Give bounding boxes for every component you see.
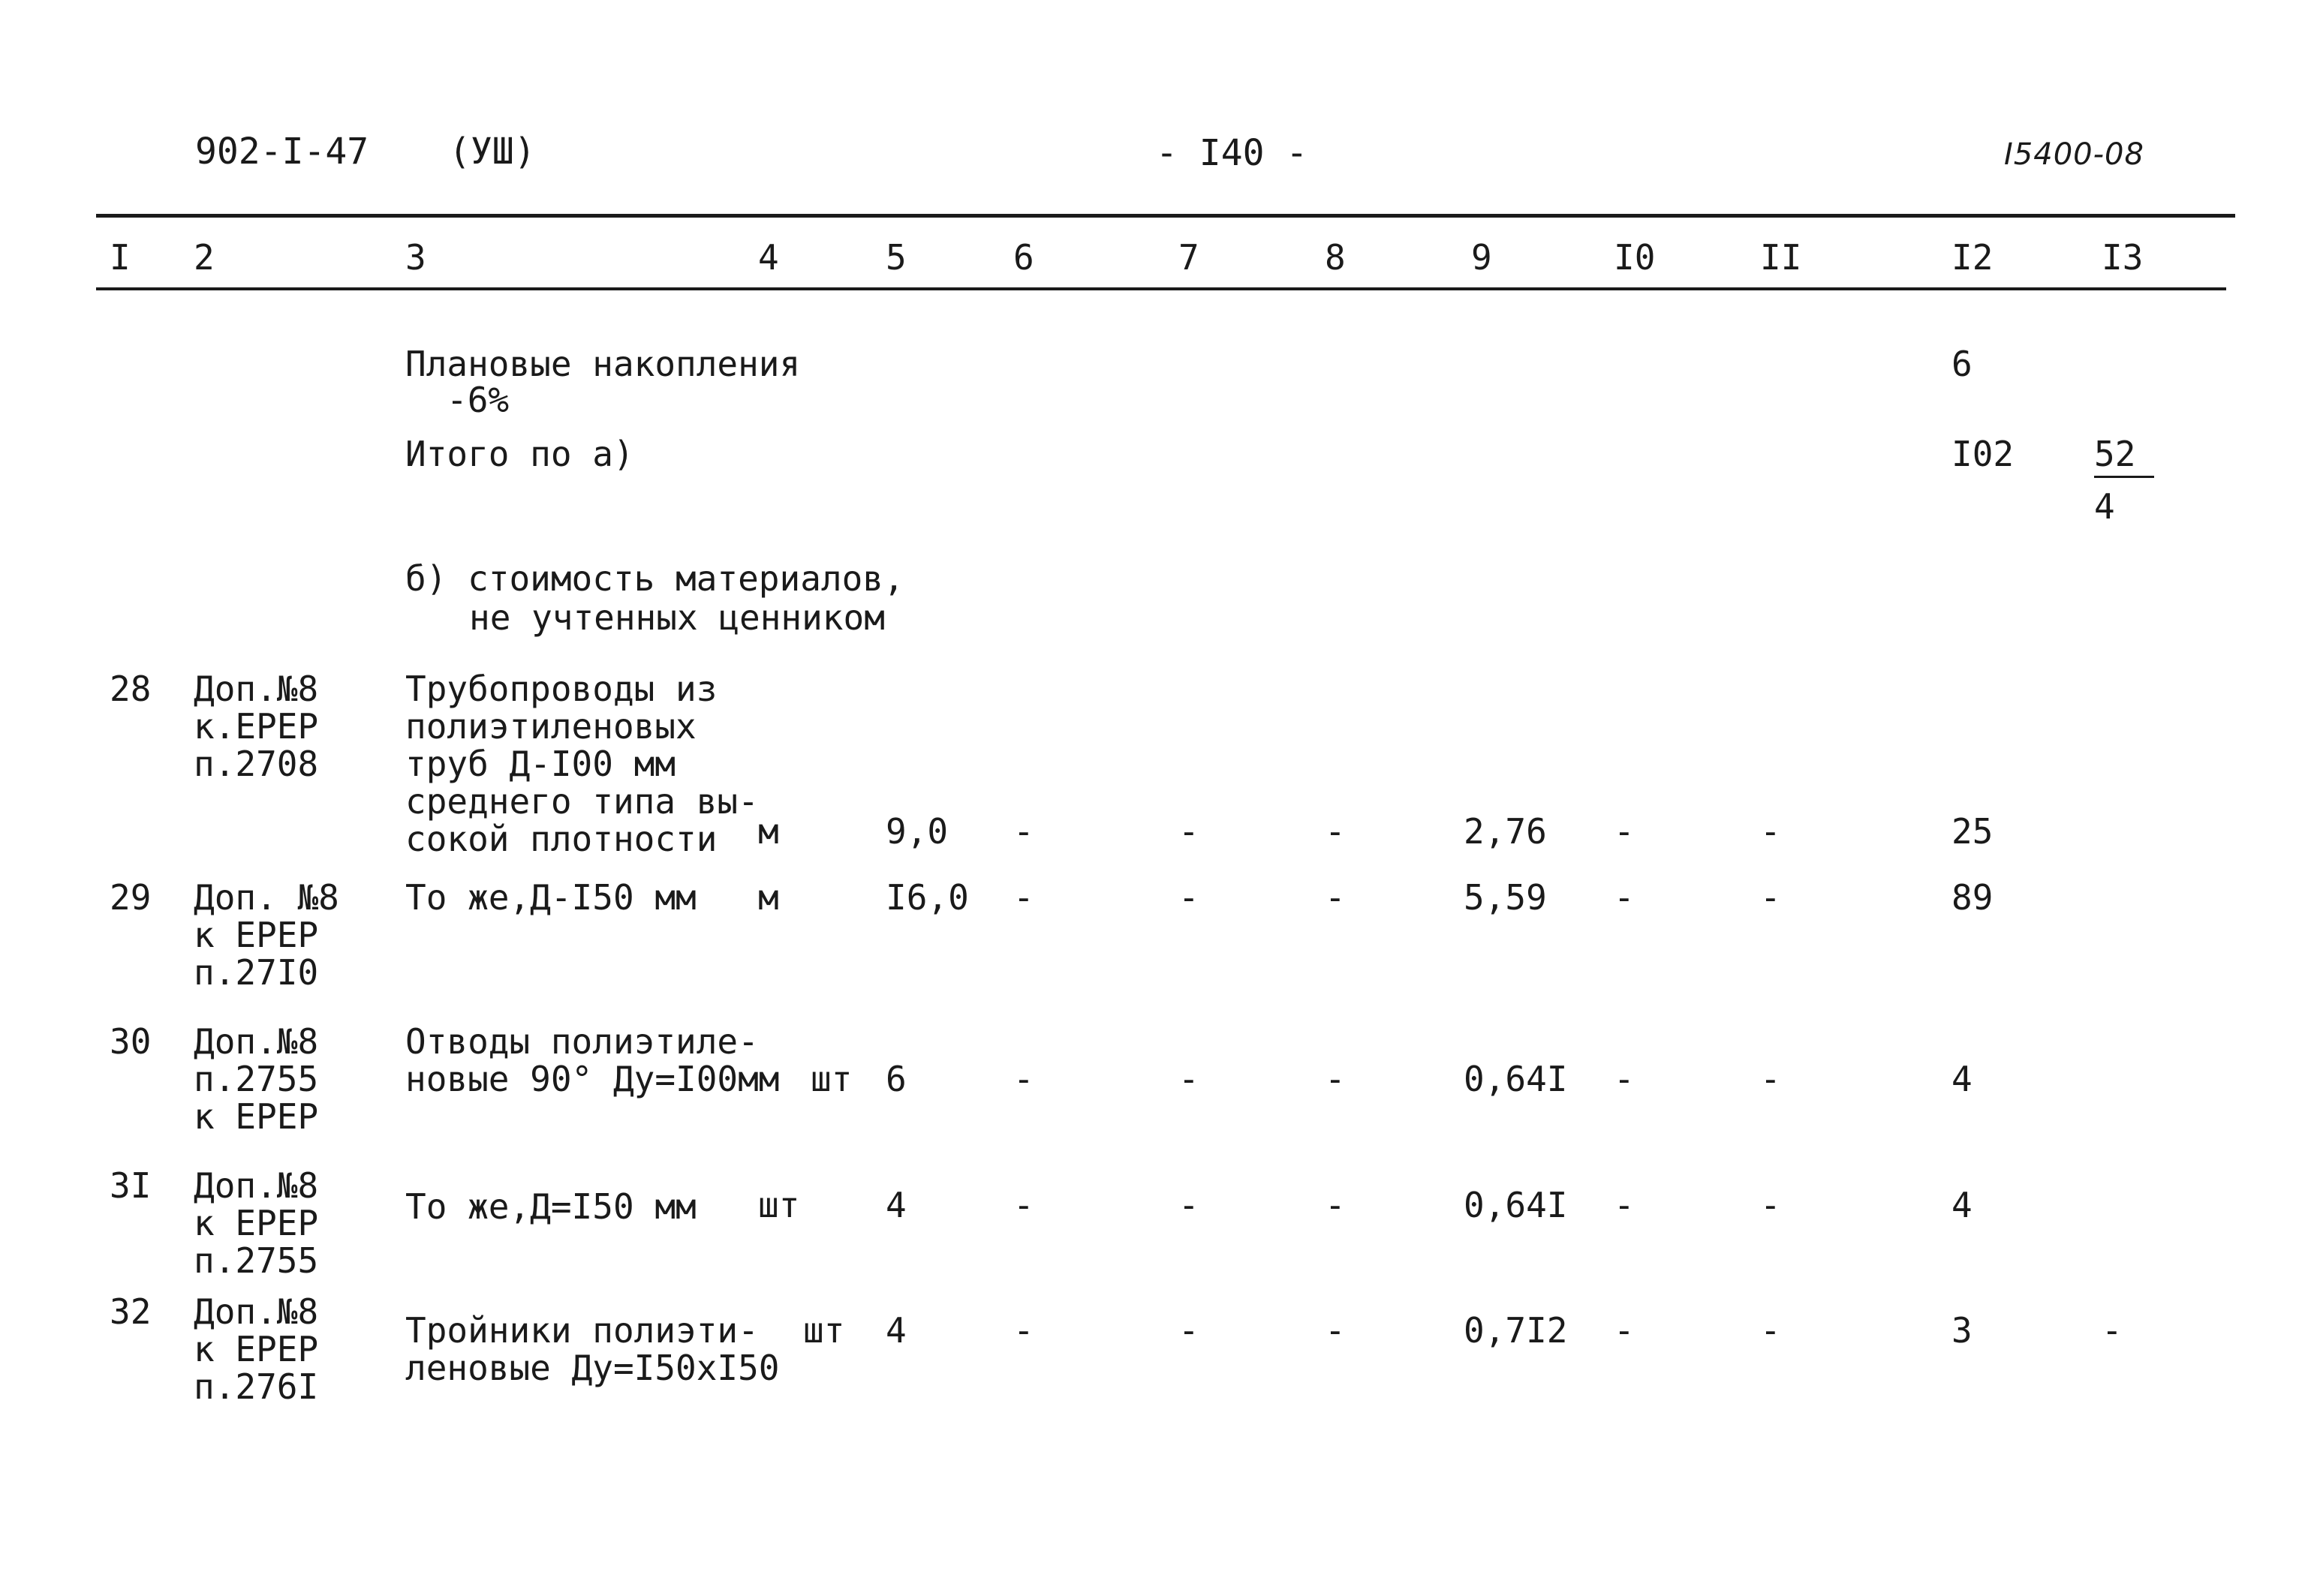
column-number: 5 xyxy=(886,237,907,278)
planned-savings-value: 6 xyxy=(1951,344,1972,384)
row-unit-price: 0,7I2 xyxy=(1464,1310,1568,1351)
section-label: (УШ) xyxy=(449,131,536,173)
total-value: I02 xyxy=(1951,434,2015,474)
archive-number: I5400-08 xyxy=(2004,137,2144,172)
total-label: Итого по а) xyxy=(405,434,634,474)
row-col7: - xyxy=(1178,877,1199,918)
column-number: I0 xyxy=(1614,237,1656,278)
row-col13: - xyxy=(2102,1310,2123,1351)
row-col8: - xyxy=(1325,1185,1346,1225)
row-unit: шт xyxy=(803,1310,845,1351)
row-quantity: 4 xyxy=(886,1185,907,1225)
page-number: - I40 - xyxy=(1156,132,1308,174)
row-unit: шт xyxy=(758,1185,800,1225)
row-unit: м xyxy=(758,811,779,852)
row-col11: - xyxy=(1760,1310,1781,1351)
row-col10: - xyxy=(1614,1310,1635,1351)
column-number: I2 xyxy=(1951,237,1994,278)
row-quantity: 6 xyxy=(886,1059,907,1099)
row-unit-price: 0,64I xyxy=(1464,1059,1568,1099)
row-description: Трубопроводы из полиэтиленовых труб Д-I00 мм среднего типа вы- сокой плотности xyxy=(405,669,759,859)
row-col11: - xyxy=(1760,877,1781,918)
row-col6: - xyxy=(1013,1059,1034,1099)
column-number: I3 xyxy=(2102,237,2144,278)
column-number: 7 xyxy=(1178,237,1199,278)
row-col8: - xyxy=(1325,1059,1346,1099)
column-number: 9 xyxy=(1471,237,1492,278)
row-quantity: 4 xyxy=(886,1310,907,1351)
column-header-rule xyxy=(96,287,2226,290)
row-col6: - xyxy=(1013,877,1034,918)
row-col7: - xyxy=(1178,1185,1199,1225)
row-col8: - xyxy=(1325,1310,1346,1351)
row-col6: - xyxy=(1013,811,1034,852)
row-description: Отводы полиэтиле- новые 90° Ду=I00мм xyxy=(405,1021,780,1099)
column-number: 4 xyxy=(758,237,779,278)
column-number: 3 xyxy=(405,237,426,278)
row-quantity: 9,0 xyxy=(886,811,949,852)
row-col8: - xyxy=(1325,811,1346,852)
row-total: 3 xyxy=(1951,1310,1972,1351)
row-reference: Доп.№8 к.ЕРЕР п.2708 xyxy=(194,669,319,784)
row-number: 3I xyxy=(110,1165,152,1206)
row-unit-price: 0,64I xyxy=(1464,1185,1568,1225)
row-col10: - xyxy=(1614,877,1635,918)
row-description: То же,Д-I50 мм xyxy=(405,877,697,918)
column-number: 6 xyxy=(1013,237,1034,278)
row-total: 25 xyxy=(1951,811,1994,852)
row-total: 89 xyxy=(1951,877,1994,918)
top-rule xyxy=(96,214,2235,218)
row-total: 4 xyxy=(1951,1185,1972,1225)
row-number: 30 xyxy=(110,1021,152,1062)
row-col8: - xyxy=(1325,877,1346,918)
row-col11: - xyxy=(1760,1059,1781,1099)
row-col6: - xyxy=(1013,1310,1034,1351)
total-fraction-denominator: 4 xyxy=(2094,486,2115,527)
row-col6: - xyxy=(1013,1185,1034,1225)
row-col7: - xyxy=(1178,811,1199,852)
row-reference: Доп.№8 к ЕРЕР п.2755 xyxy=(194,1165,319,1281)
row-description: Тройники полиэти- леновые Ду=I50xI50 xyxy=(405,1310,780,1388)
row-col7: - xyxy=(1178,1059,1199,1099)
row-unit: м xyxy=(758,877,779,918)
row-col10: - xyxy=(1614,811,1635,852)
row-unit-price: 5,59 xyxy=(1464,877,1547,918)
column-number: II xyxy=(1760,237,1802,278)
column-number: 8 xyxy=(1325,237,1346,278)
row-description: То же,Д=I50 мм xyxy=(405,1186,697,1227)
row-col10: - xyxy=(1614,1059,1635,1099)
row-col11: - xyxy=(1760,811,1781,852)
planned-savings-percent: -6% xyxy=(447,380,510,420)
total-fraction-numerator: 52 xyxy=(2094,434,2136,474)
column-number: 2 xyxy=(194,237,215,278)
row-reference: Доп. №8 к ЕРЕР п.27I0 xyxy=(194,877,339,993)
row-col10: - xyxy=(1614,1185,1635,1225)
row-unit: шт xyxy=(811,1059,853,1099)
row-number: 28 xyxy=(110,669,152,709)
column-number: I xyxy=(110,237,131,278)
row-reference: Доп.№8 п.2755 к ЕРЕР xyxy=(194,1021,319,1137)
row-number: 32 xyxy=(110,1291,152,1332)
row-col11: - xyxy=(1760,1185,1781,1225)
document-code: 902-I-47 xyxy=(195,131,369,173)
fraction-bar xyxy=(2094,476,2154,478)
row-quantity: I6,0 xyxy=(886,877,969,918)
row-number: 29 xyxy=(110,877,152,918)
row-total: 4 xyxy=(1951,1059,1972,1099)
row-reference: Доп.№8 к ЕРЕР п.276I xyxy=(194,1291,319,1407)
section-b-heading: б) стоимость материалов, xyxy=(405,558,904,599)
row-col7: - xyxy=(1178,1310,1199,1351)
section-b-subheading: не учтенных ценником xyxy=(469,597,885,638)
planned-savings-label: Плановые накопления xyxy=(405,344,801,384)
row-unit-price: 2,76 xyxy=(1464,811,1547,852)
